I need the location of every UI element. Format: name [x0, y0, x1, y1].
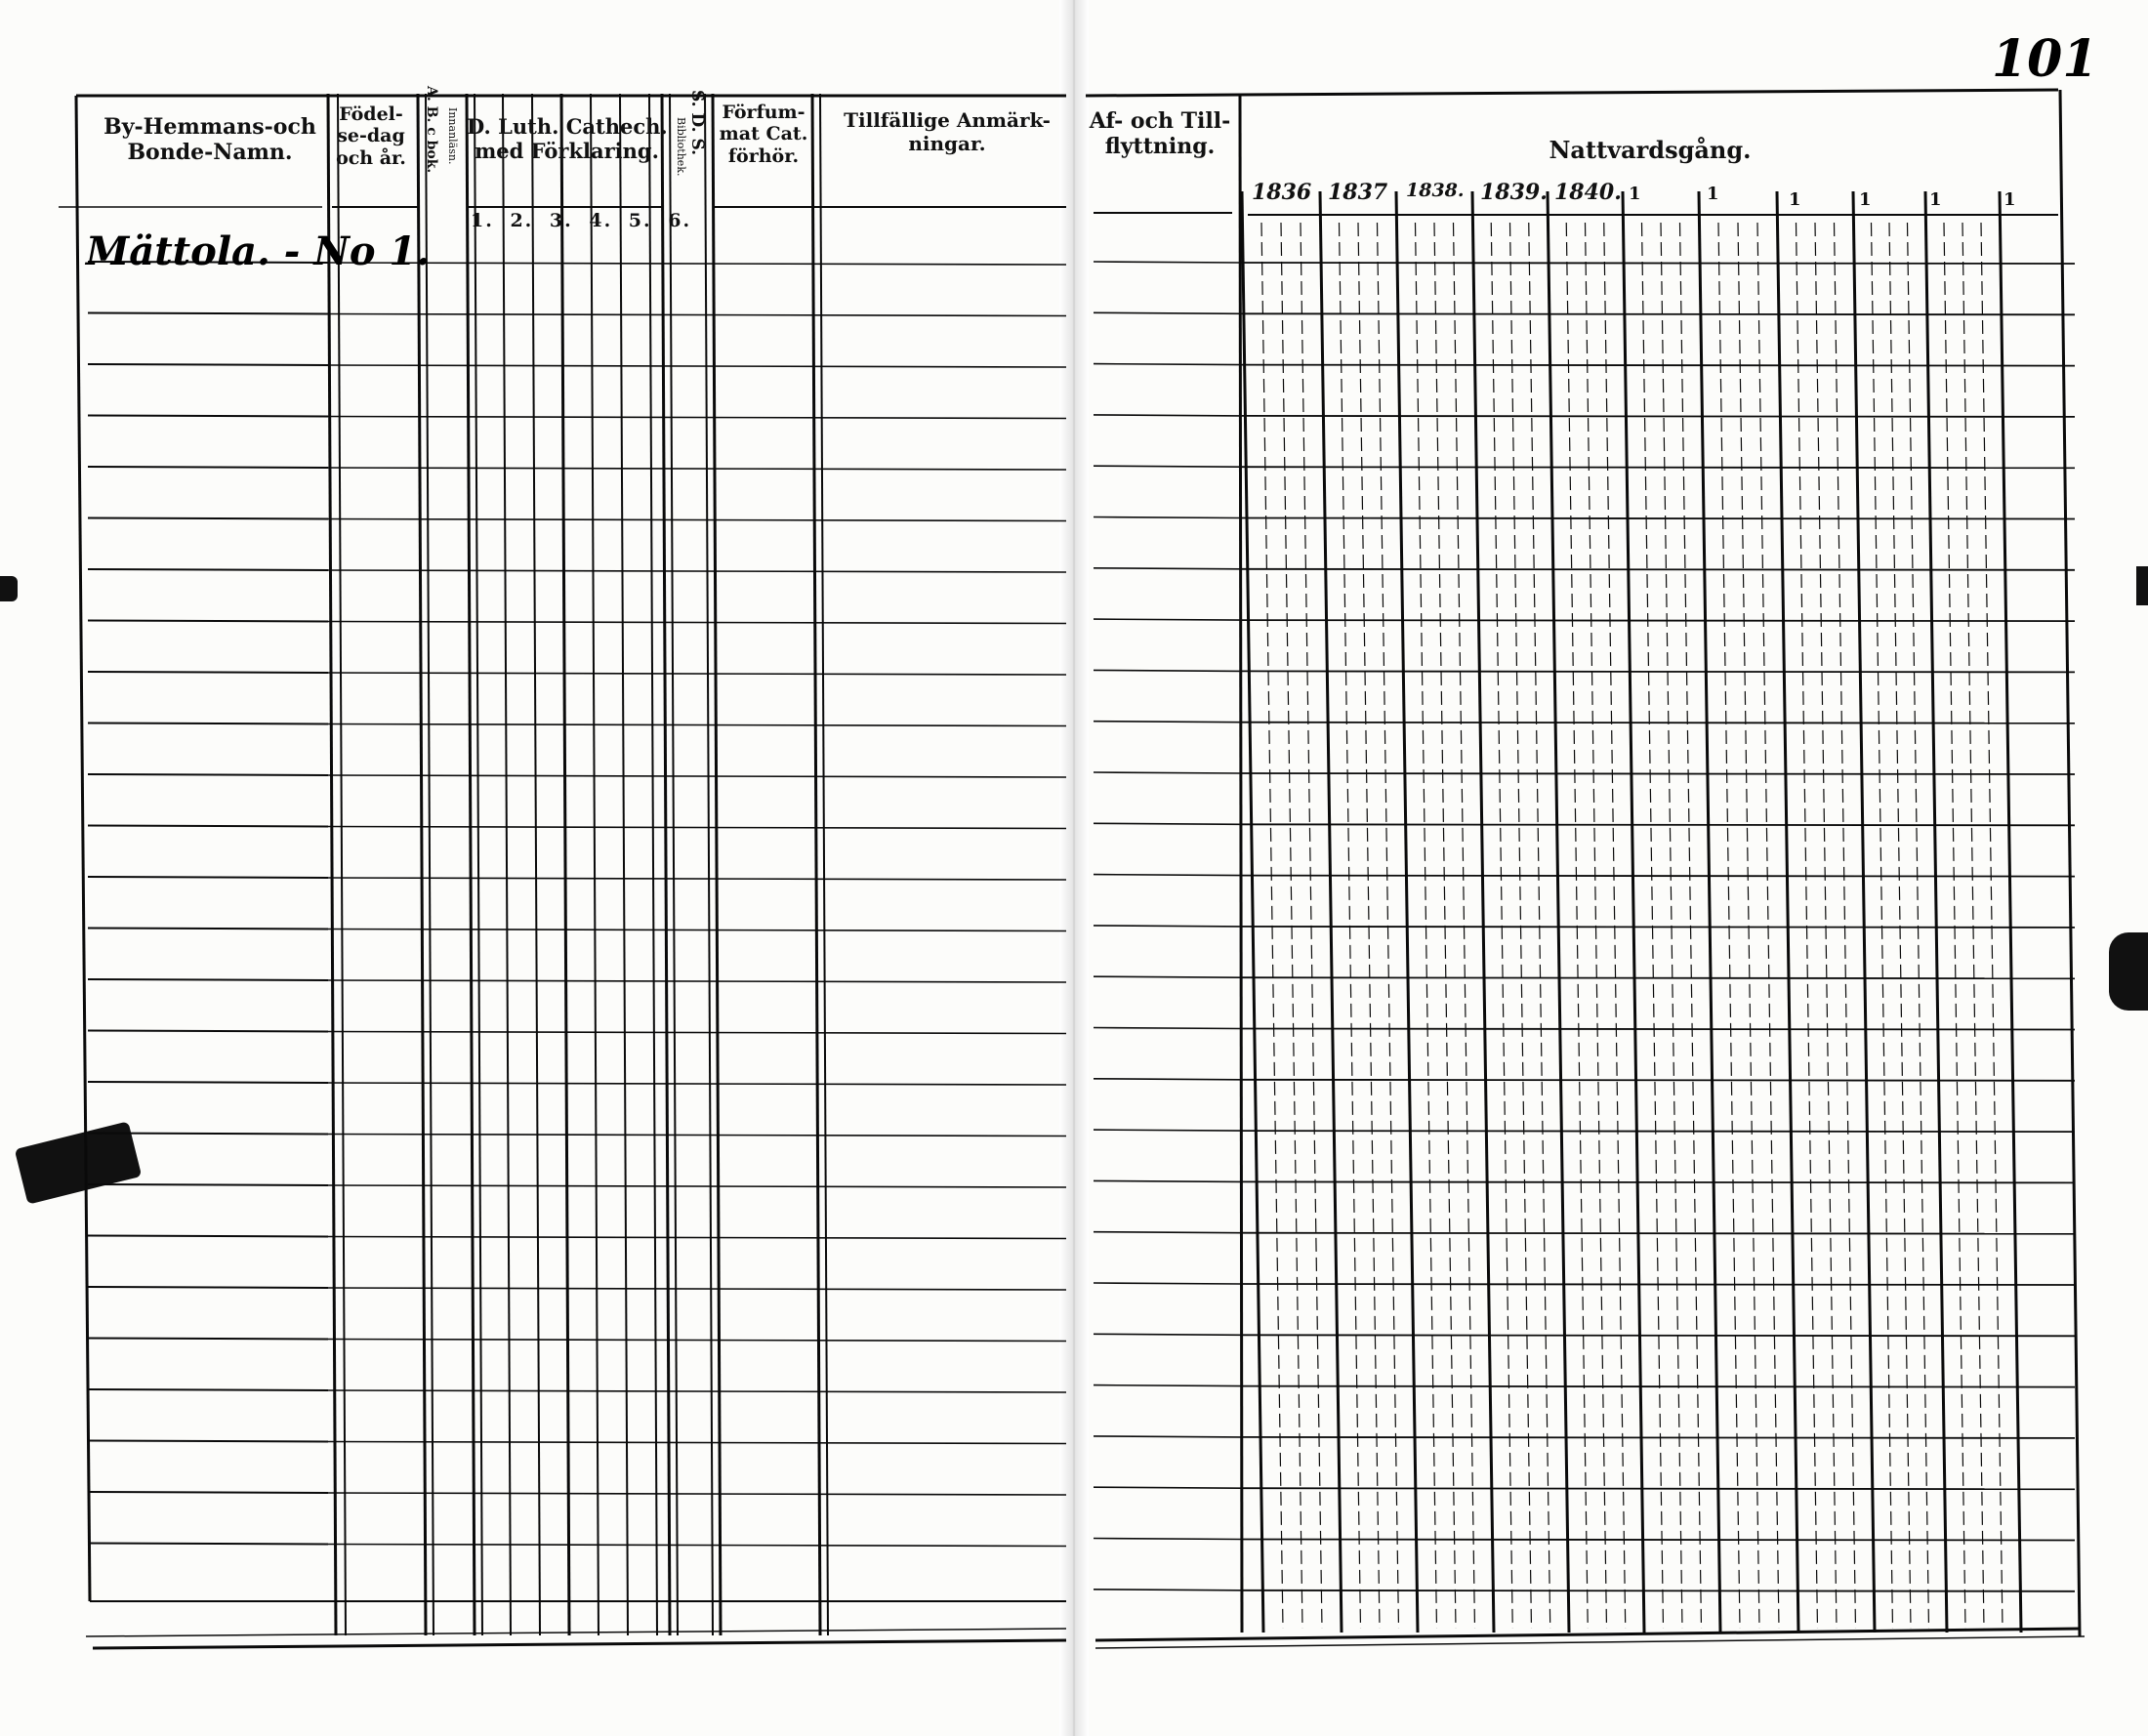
left-row-8 [88, 672, 328, 673]
header-abc-book-sub: Innanläsn. [446, 107, 459, 165]
left-row-b-7 [328, 622, 1066, 624]
right-row-6 [1242, 569, 2075, 570]
year-subcol-3-2 [1510, 223, 1532, 1629]
right-move-row-7 [1094, 619, 1242, 620]
right-row-10 [1242, 773, 2075, 774]
left-row-b-23 [328, 1442, 1066, 1444]
right-move-row-23 [1094, 1436, 1242, 1437]
year-subcol-3-3 [1529, 223, 1550, 1629]
year-col-2 [1396, 191, 1418, 1633]
right-move-row-3 [1094, 415, 1242, 416]
year-col-5 [1623, 191, 1644, 1633]
year-subcol-5-2 [1661, 223, 1682, 1629]
left-row-15 [88, 1031, 328, 1032]
left-row-b-25 [328, 1545, 1066, 1547]
left-row-b-10 [328, 775, 1066, 777]
year-col-8 [1853, 191, 1875, 1633]
year-subcol-1-3 [1378, 223, 1399, 1629]
year-subcol-8-3 [1908, 223, 1929, 1629]
left-row-b-13 [328, 930, 1066, 931]
left-row-5 [88, 518, 328, 519]
right-row-8 [1242, 671, 2075, 672]
right-move-row-4 [1094, 466, 1242, 467]
header-sds: S. D. S. [687, 90, 707, 156]
left-row-b-6 [328, 570, 1066, 572]
year-subcol-3-1 [1491, 223, 1512, 1629]
left-row-19 [88, 1236, 328, 1237]
left-row-b-2 [328, 365, 1066, 367]
left-col-12 [662, 94, 670, 1635]
page-number: 101 [1992, 29, 2098, 89]
right-move-row-2 [1094, 364, 1242, 365]
right-move-row-9 [1094, 722, 1242, 723]
right-move-row-18 [1094, 1180, 1242, 1181]
right-move-row-24 [1094, 1487, 1242, 1488]
year-subcol-4-3 [1604, 223, 1626, 1629]
left-row-b-0 [328, 263, 1066, 265]
left-col-10 [620, 94, 628, 1635]
right-move-row-20 [1094, 1283, 1242, 1284]
header-birth-date: Födel- se-dag och år. [336, 103, 406, 169]
left-footer-rule [93, 1640, 1066, 1648]
year-subcol-6-1 [1718, 223, 1740, 1629]
left-row-17 [88, 1134, 328, 1135]
right-row-23 [1242, 1437, 2075, 1438]
right-row-3 [1242, 416, 2075, 417]
right-row-14 [1242, 977, 2075, 978]
left-col-3 [426, 94, 434, 1635]
year-subcol-6-2 [1738, 223, 1759, 1629]
right-move-row-0 [1094, 262, 1242, 263]
right-top-rule [1086, 90, 2058, 96]
year-subcol-6-3 [1757, 223, 1779, 1629]
left-col-9 [591, 94, 599, 1635]
left-row-b-12 [328, 878, 1066, 880]
left-col-11 [649, 94, 657, 1635]
year-stub-3: 1 [1789, 189, 1801, 210]
year-subcol-1-1 [1340, 223, 1361, 1629]
left-row-7 [88, 621, 328, 622]
right-move-row-6 [1094, 568, 1242, 569]
year-subcol-5-1 [1642, 223, 1664, 1629]
year-col-3 [1472, 191, 1494, 1633]
left-col-7 [532, 94, 540, 1635]
left-row-b-9 [328, 724, 1066, 726]
year-1837: 1837 [1328, 180, 1388, 205]
left-row-11 [88, 826, 328, 827]
right-row-15 [1242, 1029, 2075, 1030]
left-row-4 [88, 467, 328, 468]
header-remarks: Tillfällige Anmärk- ningar. [844, 108, 1051, 155]
left-row-12 [88, 877, 328, 878]
year-1839: 1839. [1480, 180, 1548, 205]
left-row-22 [88, 1389, 328, 1390]
right-row-12 [1242, 876, 2075, 877]
right-move-row-16 [1094, 1079, 1242, 1080]
left-row-b-4 [328, 468, 1066, 470]
year-subcol-7-3 [1835, 223, 1856, 1629]
left-row-13 [88, 929, 328, 930]
left-row-b-16 [328, 1083, 1066, 1085]
handwritten-entry: Mättola. - No 1. [86, 228, 431, 274]
left-row-b-21 [328, 1340, 1066, 1342]
year-stub-6: 1 [2003, 189, 2016, 210]
right-outer-rule [2060, 90, 2080, 1636]
right-row-24 [1242, 1488, 2075, 1489]
left-col-5 [475, 94, 482, 1635]
year-subcol-9-3 [1981, 223, 2003, 1629]
header-exam: Förfum- mat Cat. förhör. [719, 102, 808, 167]
left-col-14 [705, 94, 713, 1635]
header-communion: Nattvardsgång. [1549, 136, 1752, 164]
year-subcol-4-2 [1586, 223, 1607, 1629]
left-row-14 [88, 979, 328, 980]
right-move-row-15 [1094, 1028, 1242, 1029]
year-stub-1: 1 [1629, 184, 1641, 204]
left-col-8 [561, 94, 569, 1635]
left-row-b-15 [328, 1032, 1066, 1034]
right-move-row-21 [1094, 1334, 1242, 1335]
left-row-b-18 [328, 1185, 1066, 1187]
left-col-1 [338, 94, 346, 1635]
year-subcol-2-1 [1416, 223, 1437, 1629]
left-row-b-1 [328, 314, 1066, 316]
year-subcol-5-3 [1680, 223, 1702, 1629]
year-subcol-9-1 [1944, 223, 1965, 1629]
year-subcol-8-1 [1872, 223, 1893, 1629]
year-subcol-8-2 [1889, 223, 1911, 1629]
right-row-25 [1242, 1540, 2075, 1541]
left-outer-rule [76, 96, 90, 1601]
left-row-9 [88, 723, 328, 724]
right-row-13 [1242, 927, 2075, 928]
left-col-17 [820, 94, 828, 1635]
right-move-row-25 [1094, 1539, 1242, 1540]
right-row-17 [1242, 1131, 2075, 1132]
year-1840: 1840. [1554, 180, 1622, 205]
year-1836: 1836 [1252, 180, 1312, 205]
left-row-24 [88, 1492, 328, 1493]
left-row-b-17 [328, 1135, 1066, 1137]
right-row-20 [1242, 1284, 2075, 1285]
year-col-6 [1699, 191, 1720, 1633]
right-move-row-1 [1094, 312, 1242, 313]
left-row-10 [88, 774, 328, 775]
left-row-23 [88, 1441, 328, 1442]
left-row-b-8 [328, 673, 1066, 675]
right-move-row-5 [1094, 517, 1242, 518]
left-footer-rule-thin [86, 1629, 1066, 1636]
left-row-b-24 [328, 1493, 1066, 1495]
header-catechism: D. Luth. Cathech. med Förklaring. [467, 114, 668, 163]
left-col-15 [713, 94, 721, 1635]
year-subcol-0-3 [1301, 223, 1322, 1629]
right-row-5 [1242, 518, 2075, 519]
right-row-2 [1242, 365, 2075, 366]
year-stub-5: 1 [1929, 189, 1942, 210]
left-row-b-22 [328, 1390, 1066, 1392]
year-subcol-2-3 [1454, 223, 1475, 1629]
year-subcol-7-1 [1797, 223, 1818, 1629]
left-row-25 [88, 1544, 328, 1545]
year-subcol-9-2 [1962, 223, 1984, 1629]
year-stub-2: 1 [1707, 184, 1719, 204]
right-move-row-19 [1094, 1232, 1242, 1233]
year-col-0 [1242, 191, 1263, 1633]
header-village-name: By-Hemmans-och Bonde-Namn. [103, 114, 316, 165]
header-moving: Af- och Till- flyttning. [1089, 108, 1231, 159]
right-move-row-8 [1094, 670, 1242, 671]
left-row-20 [88, 1287, 328, 1288]
right-row-16 [1242, 1080, 2075, 1081]
left-row-16 [88, 1082, 328, 1083]
left-col-13 [670, 94, 678, 1635]
year-col-10 [2000, 191, 2021, 1633]
left-row-b-19 [328, 1237, 1066, 1239]
right-row-4 [1242, 467, 2075, 468]
right-row-7 [1242, 620, 2075, 621]
year-subcol-4-1 [1566, 223, 1588, 1629]
right-move-row-17 [1094, 1130, 1242, 1131]
header-sds-sub: Bibliothek. [675, 117, 687, 177]
right-move-row-10 [1094, 772, 1242, 773]
left-row-21 [88, 1339, 328, 1340]
year-subcol-2-2 [1434, 223, 1456, 1629]
right-row-21 [1242, 1335, 2075, 1336]
left-row-b-14 [328, 980, 1066, 982]
left-col-2 [418, 94, 426, 1635]
left-row-b-11 [328, 827, 1066, 829]
year-subcol-1-2 [1358, 223, 1380, 1629]
left-row-6 [88, 569, 328, 570]
right-move-row-11 [1094, 823, 1242, 824]
year-col-4 [1548, 191, 1569, 1633]
right-row-19 [1242, 1233, 2075, 1234]
right-row-1 [1242, 313, 2075, 314]
left-row-b-20 [328, 1288, 1066, 1290]
right-row-22 [1242, 1386, 2075, 1387]
year-stub-4: 1 [1859, 189, 1872, 210]
left-row-b-5 [328, 519, 1066, 521]
left-col-0 [328, 94, 336, 1635]
left-row-1 [88, 313, 328, 314]
catechism-numbers: 1. 2. 3. 4. 5. 6. [471, 210, 692, 231]
left-row-18 [88, 1184, 328, 1185]
left-col-6 [503, 94, 511, 1635]
communion-left-rule [1240, 96, 1242, 1633]
left-row-3 [88, 416, 328, 417]
year-col-7 [1777, 191, 1798, 1633]
right-move-row-13 [1094, 926, 1242, 927]
year-subcol-0-2 [1281, 223, 1302, 1629]
right-row-11 [1242, 824, 2075, 825]
right-row-18 [1242, 1181, 2075, 1182]
right-move-row-22 [1094, 1385, 1242, 1386]
header-abc-book: A. B. c bok. [424, 86, 439, 174]
left-row-2 [88, 364, 328, 365]
right-move-row-26 [1094, 1590, 1242, 1591]
right-move-row-12 [1094, 875, 1242, 876]
left-col-16 [812, 94, 820, 1635]
year-1838: 1838. [1406, 180, 1465, 201]
year-col-9 [1925, 191, 1947, 1633]
right-row-0 [1242, 263, 2075, 264]
year-col-1 [1320, 191, 1342, 1633]
left-row-b-3 [328, 417, 1066, 419]
year-subcol-7-2 [1815, 223, 1837, 1629]
year-subcol-0-1 [1261, 223, 1283, 1629]
right-move-row-14 [1094, 976, 1242, 977]
left-col-4 [467, 94, 475, 1635]
